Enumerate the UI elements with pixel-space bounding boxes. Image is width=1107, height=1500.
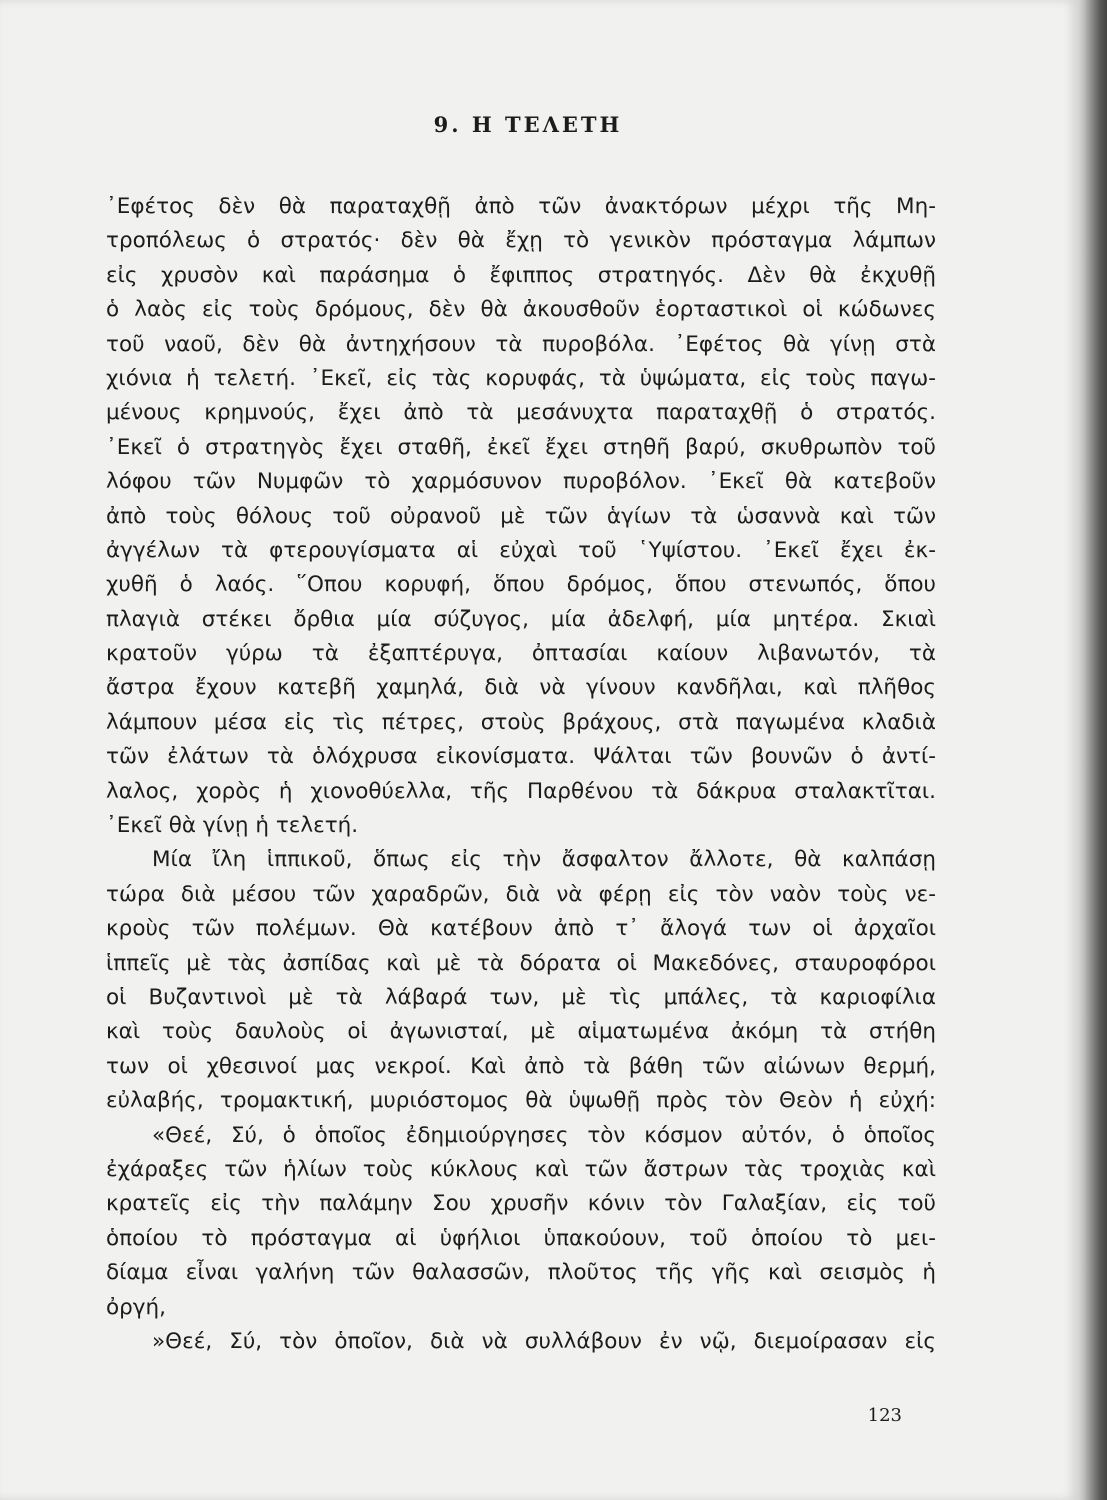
text-line: χιόνια ἡ τελετή. ᾿Εκεῖ, εἰς τὰς κορυφάς, τὰ ὑψώματα, εἰς τοὺς παγω- bbox=[106, 365, 936, 391]
text-line: εὐλαβής, τρομακτική, μυριόστομος θὰ ὑψωθῇ πρὸς τὸν Θεὸν ἡ εὐχή: bbox=[106, 1088, 936, 1114]
page-number: 123 bbox=[867, 1405, 902, 1426]
text-line: οἱ Βυζαντινοὶ μὲ τὰ λάβαρά των, μὲ τὶς μπάλες, τὰ καριοφίλια bbox=[106, 984, 936, 1010]
text-line: τροπόλεως ὁ στρατός· δὲν θὰ ἔχῃ τὸ γενικὸν πρόσταγμα λάμπων bbox=[106, 228, 936, 254]
chapter-title: 9. Η ΤΕΛΕΤΗ bbox=[433, 112, 623, 137]
text-line: ἄστρα ἔχουν κατεβῆ χαμηλά, διὰ νὰ γίνουν κανδῆλαι, καὶ πλῆθος bbox=[106, 675, 936, 701]
text-line: τοῦ ναοῦ, δὲν θὰ ἀντηχήσουν τὰ πυροβόλα. ᾿Εφέτος θὰ γίνῃ στὰ bbox=[106, 331, 936, 357]
body-text bbox=[106, 190, 936, 1359]
text-line: δίαμα εἶναι γαλήνη τῶν θαλασσῶν, πλοῦτος τῆς γῆς καὶ σεισμὸς ἡ bbox=[106, 1260, 936, 1286]
text-line: καὶ τοὺς δαυλοὺς οἱ ἀγωνισταί, μὲ αἱματωμένα ἀκόμη τὰ στήθη bbox=[106, 1019, 936, 1045]
text-line: ἀπὸ τοὺς θόλους τοῦ οὐρανοῦ μὲ τῶν ἁγίων τὰ ὡσαννὰ καὶ τῶν bbox=[106, 503, 936, 529]
text-line: λάμπουν μέσα εἰς τὶς πέτρες, στοὺς βράχους, στὰ παγωμένα κλαδιὰ bbox=[106, 709, 936, 735]
text-line: ᾿Εκεῖ θὰ γίνῃ ἡ τελετή. bbox=[106, 813, 359, 839]
text-line: ἀγγέλων τὰ φτερουγίσματα αἱ εὐχαὶ τοῦ ῾Υψίστου. ᾿Εκεῖ ἔχει ἐκ- bbox=[106, 537, 936, 563]
text-line: λαλος, χορὸς ἡ χιονοθύελλα, τῆς Παρθένου τὰ δάκρυα σταλακτῖται. bbox=[106, 778, 936, 804]
text-line: «Θεέ, Σύ, ὁ ὁποῖος ἐδημιούργησες τὸν κόσμον αὐτόν, ὁ ὁποῖος bbox=[152, 1122, 936, 1148]
text-line: των οἱ χθεσινοί μας νεκροί. Καὶ ἀπὸ τὰ βάθη τῶν αἰώνων θερμή, bbox=[106, 1053, 936, 1079]
text-line: πλαγιὰ στέκει ὄρθια μία σύζυγος, μία ἀδελφή, μία μητέρα. Σκιαὶ bbox=[106, 606, 936, 632]
page-edge-shadow bbox=[1078, 0, 1107, 1500]
text-line: εἰς χρυσὸν καὶ παράσημα ὁ ἔφιππος στρατηγός. Δὲν θὰ ἐκχυθῇ bbox=[106, 262, 936, 288]
text-line: ὁποίου τὸ πρόσταγμα αἱ ὑφήλιοι ὑπακούουν, τοῦ ὁποίου τὸ μει- bbox=[106, 1225, 936, 1251]
text-line: λόφου τῶν Νυμφῶν τὸ χαρμόσυνον πυροβόλον. ᾿Εκεῖ θὰ κατεβοῦν bbox=[106, 469, 936, 495]
text-line: ᾿Εκεῖ ὁ στρατηγὸς ἔχει σταθῆ, ἐκεῖ ἔχει στηθῆ βαρύ, σκυθρωπὸν τοῦ bbox=[106, 434, 936, 460]
text-line: χυθῆ ὁ λαός. ῞Οπου κορυφή, ὅπου δρόμος, ὅπου στενωπός, ὅπου bbox=[106, 572, 936, 598]
text-line: κρατεῖς εἰς τὴν παλάμην Σου χρυσῆν κόνιν τὸν Γαλαξίαν, εἰς τοῦ bbox=[106, 1191, 936, 1217]
text-line: ἐχάραξες τῶν ἡλίων τοὺς κύκλους καὶ τῶν ἄστρων τὰς τροχιὰς καὶ bbox=[106, 1156, 936, 1182]
text-line: Μία ἴλη ἱππικοῦ, ὅπως εἰς τὴν ἄσφαλτον ἄλλοτε, θὰ καλπάσῃ bbox=[152, 847, 936, 873]
text-line: τώρα διὰ μέσου τῶν χαραδρῶν, διὰ νὰ φέρῃ εἰς τὸν ναὸν τοὺς νε- bbox=[106, 881, 936, 907]
text-line: ᾿Εφέτος δὲν θὰ παραταχθῇ ἀπὸ τῶν ἀνακτόρων μέχρι τῆς Μη- bbox=[106, 194, 936, 219]
text-line: κρατοῦν γύρω τὰ ἐξαπτέρυγα, ὀπτασίαι καίουν λιβανωτόν, τὰ bbox=[106, 641, 936, 667]
text-line: ὁ λαὸς εἰς τοὺς δρόμους, δὲν θὰ ἀκουσθοῦν ἑορταστικοὶ οἱ κώδωνες bbox=[106, 297, 936, 323]
text-line: ὀργή, bbox=[106, 1294, 166, 1320]
text-line: ἱππεῖς μὲ τὰς ἀσπίδας καὶ μὲ τὰ δόρατα οἱ Μακεδόνες, σταυροφόροι bbox=[106, 950, 936, 976]
text-line: τῶν ἐλάτων τὰ ὁλόχρυσα εἰκονίσματα. Ψάλται τῶν βουνῶν ὁ ἀντί- bbox=[106, 744, 936, 770]
text-line: »Θεέ, Σύ, τὸν ὁποῖον, διὰ νὰ συλλάβουν ἐν νῷ, διεμοίρασαν εἰς bbox=[152, 1328, 936, 1354]
text-line: μένους κρημνούς, ἔχει ἀπὸ τὰ μεσάνυχτα παραταχθῇ ὁ στρατός. bbox=[106, 400, 936, 426]
text-line: κροὺς τῶν πολέμων. Θὰ κατέβουν ἀπὸ τ᾿ ἄλογά των οἱ ἀρχαῖοι bbox=[106, 916, 936, 942]
